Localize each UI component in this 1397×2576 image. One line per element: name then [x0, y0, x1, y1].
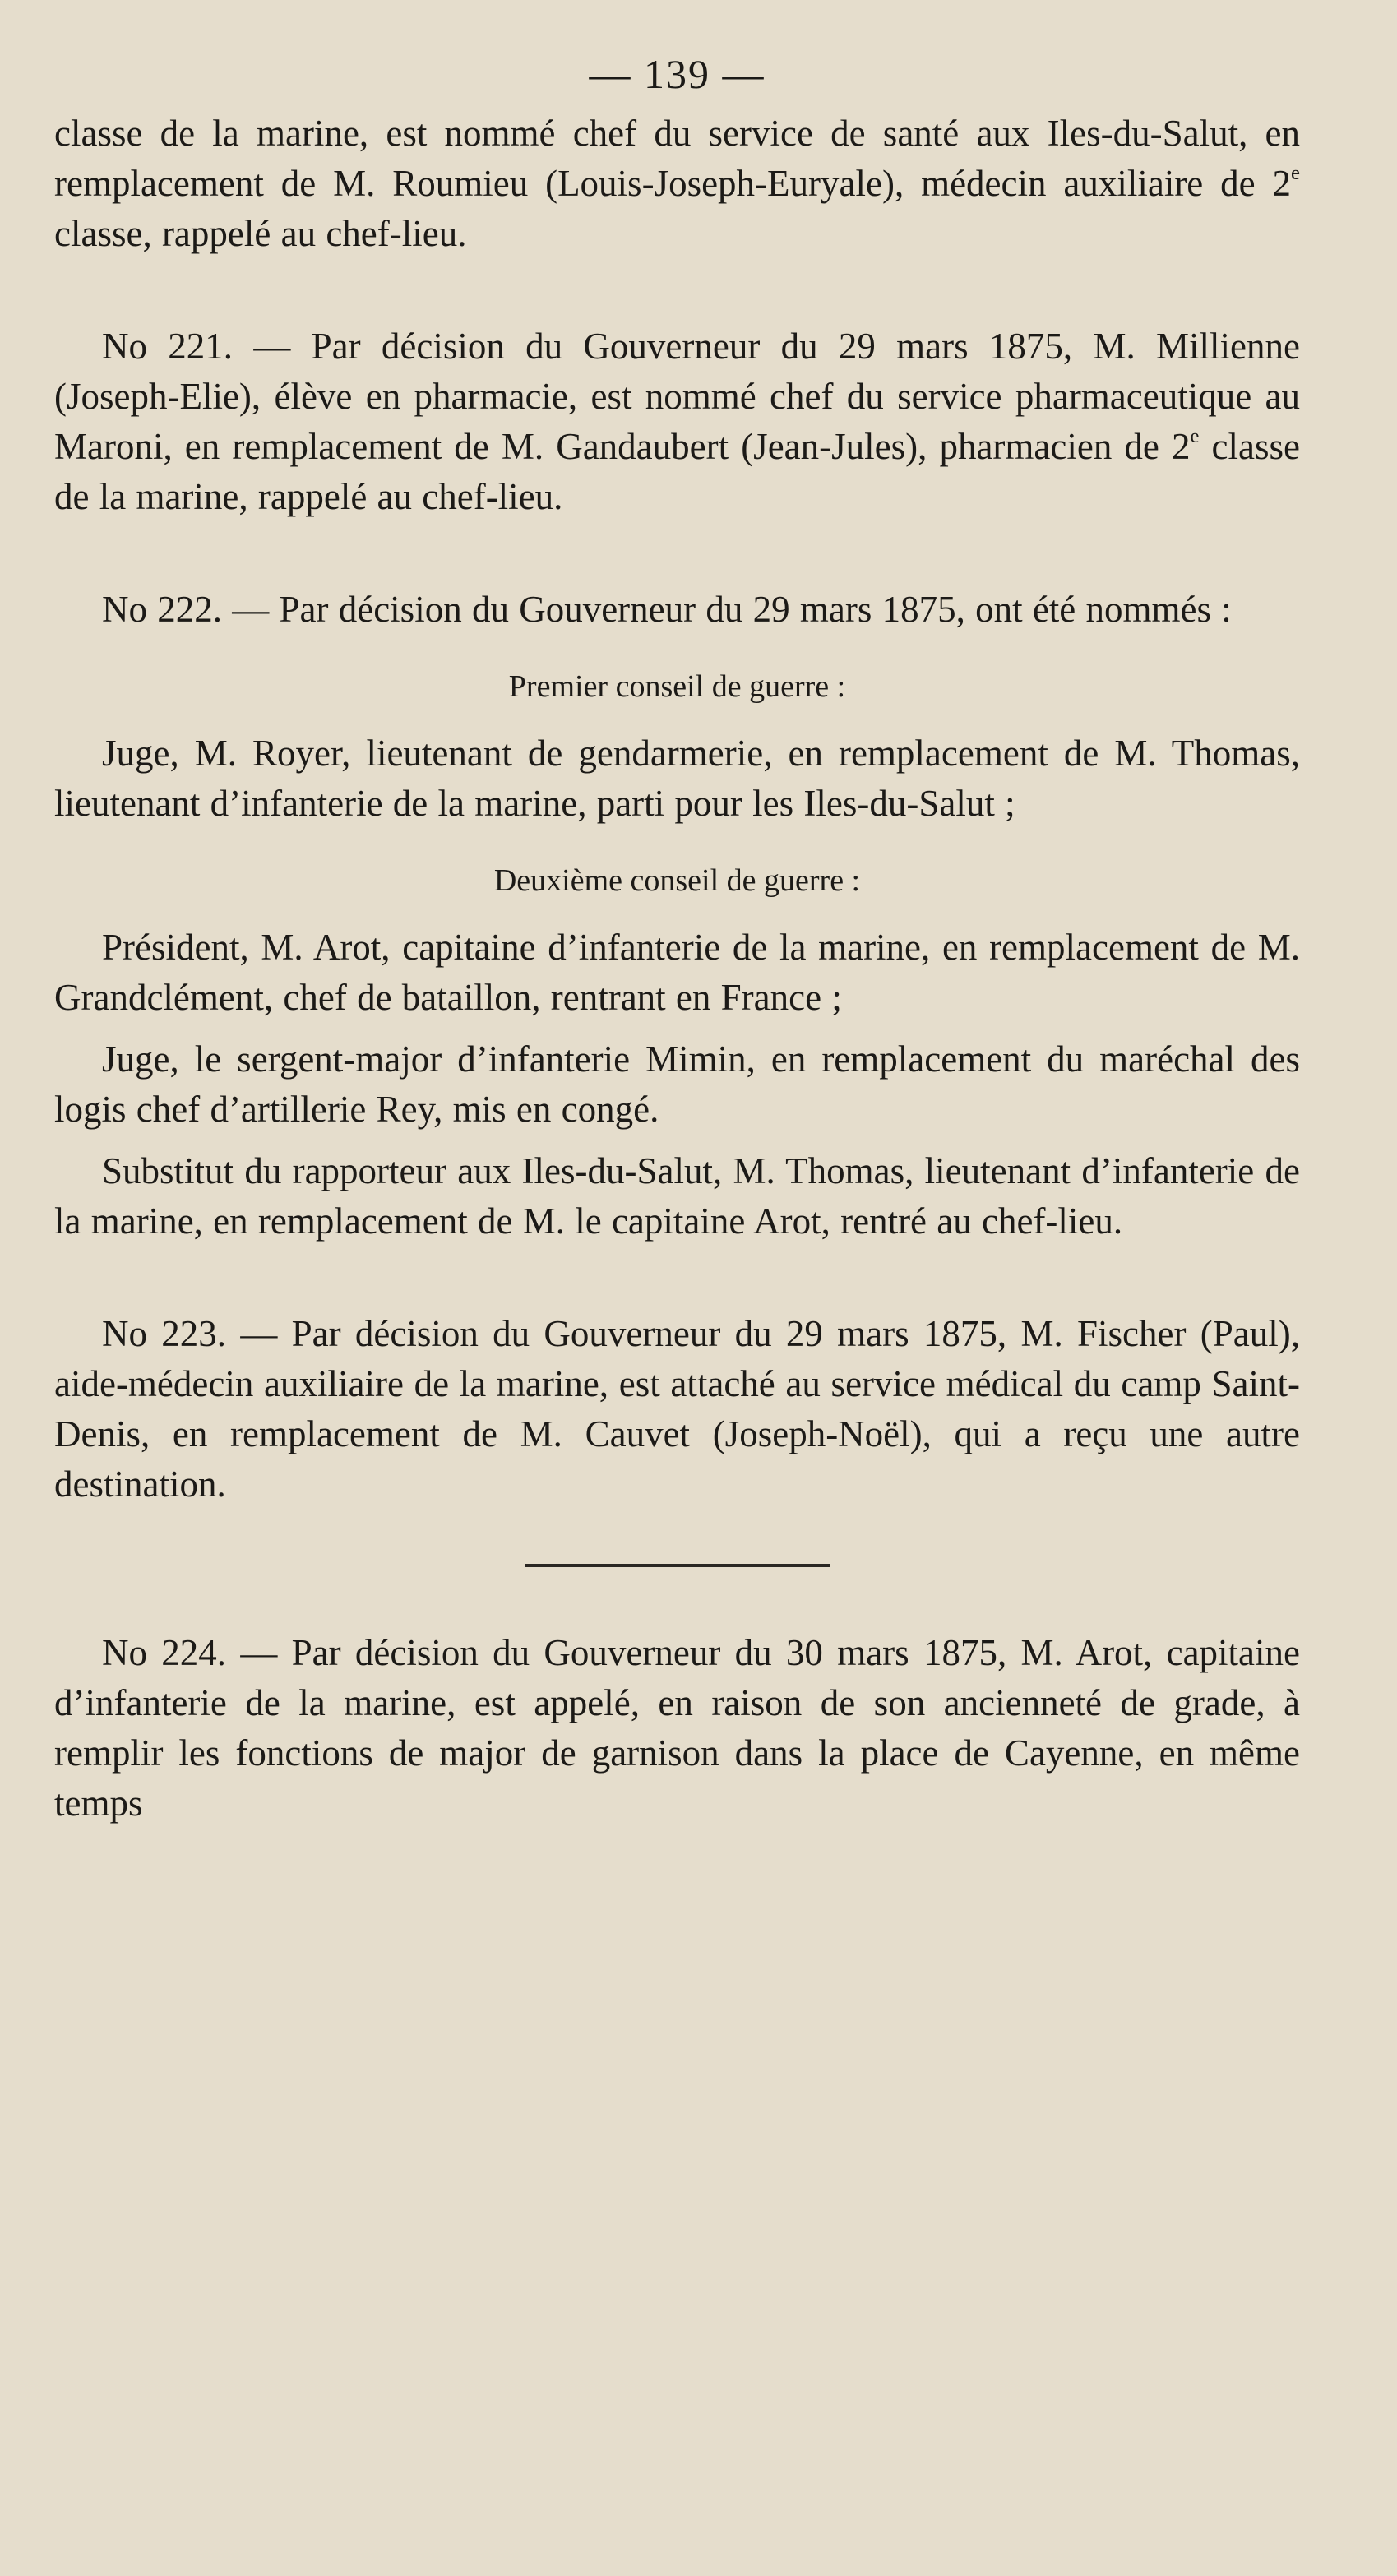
paragraph-juge-mimin: Juge, le sergent-major d’infanterie Mimin, en remplacement du maréchal des logis chef d’artillerie Rey, mis en congé. [54, 1038, 1300, 1130]
paragraph-text: classe de la marine, est nommé chef du service de santé aux Iles-du-Salut, en remplacement de M. Roumieu (Louis-Joseph-Euryale), médecin auxiliaire de 2 [54, 113, 1300, 204]
paragraph-text: No 221. — Par décision du Gouverneur du 29 mars 1875, M. Millienne (Joseph-Elie), élève en pharmacie, est nommé chef du service pharmaceutique au Maroni, en remplacement de M. Gandaubert (Jean-Jules), pharmacien de 2 [54, 326, 1300, 467]
paragraph-substitut: Substitut du rapporteur aux Iles-du-Salut, M. Thomas, lieutenant d’infanterie de la marine, en remplacement de M. le capitaine Arot, rentré au chef-lieu. [54, 1150, 1300, 1242]
decision-223: No 223. — Par décision du Gouverneur du 29 mars 1875, M. Fischer (Paul), aide-médecin auxiliaire de la marine, est attaché au service médical du camp Saint-Denis, en remplacement de M. Cauvet (Joseph-Noël), qui a reçu une autre destination. [54, 1313, 1300, 1505]
paragraph-text-tail: classe, rappelé au chef-lieu. [54, 213, 467, 254]
decision-224: No 224. — Par décision du Gouverneur du 30 mars 1875, M. Arot, capitaine d’infanterie de la marine, est appelé, en raison de son ancienneté de grade, à remplir les fonctions de major de garnison dans la place de Cayenne, en même temps [54, 1632, 1300, 1824]
section-divider [525, 1564, 830, 1567]
decision-222: No 222. — Par décision du Gouverneur du 29 mars 1875, ont été nommés : [102, 589, 1232, 630]
paragraph-president-arot: Président, M. Arot, capitaine d’infanterie de la marine, en remplacement de M. Grandclément, chef de bataillon, rentrant en France ; [54, 927, 1300, 1018]
paragraph-text-tail: classe de la marine, rappelé au chef-lieu. [54, 426, 1300, 517]
subheading-premier-conseil: Premier conseil de guerre : [508, 669, 846, 704]
decision-221 [54, 321, 1300, 522]
paragraph-juge-royer: Juge, M. Royer, lieutenant de gendarmerie, en remplacement de M. Thomas, lieutenant d’infanterie de la marine, parti pour les Iles-du-Salut ; [54, 733, 1300, 824]
subheading-deuxieme-conseil: Deuxième conseil de guerre : [493, 863, 861, 898]
paragraph-continuation [54, 109, 1300, 259]
page-number: — 139 — [589, 51, 766, 97]
superscript: e [1190, 425, 1200, 448]
superscript: e [1291, 162, 1300, 185]
